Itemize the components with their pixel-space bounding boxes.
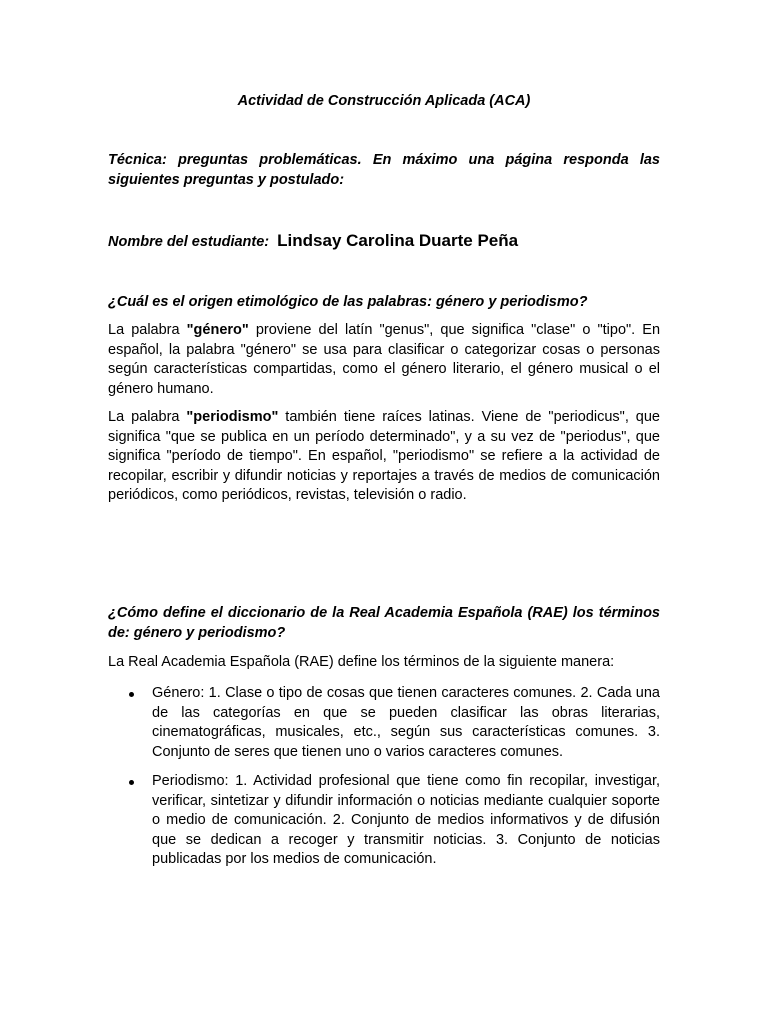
paragraph-text: La palabra <box>108 322 187 338</box>
paragraph-text: proviene del latín "genus", que significa "clase" o "tipo". En español, la palabra "género" se usa para clasificar o categorizar cosas o personas según características compartidas, como el género literario, el género musical o el género humano. <box>108 322 661 397</box>
keyword-periodismo: "periodismo" <box>186 409 279 425</box>
paragraph-text: también tiene raíces latinas. Viene de "periodicus", que significa "que se publica en un período determinado", y a su vez de "periodus", que significa "período de tiempo". En español, "periodismo" se refiere a la actividad de recopilar, escribir y difundir noticias y reportajes a través de medios de comunicación periódicos, como periódicos, revistas, televisión o radio. <box>108 409 660 503</box>
technique-instructions: Técnica: preguntas problemáticas. En máximo una página responda las siguientes preguntas y postulado: <box>108 152 660 188</box>
student-name-line <box>108 229 660 254</box>
answer-2-intro: La Real Academia Española (RAE) define los términos de la siguiente manera: <box>108 654 615 670</box>
question-1-heading: ¿Cuál es el origen etimológico de las palabras: género y periodismo? <box>108 294 588 310</box>
document-title: Actividad de Construcción Aplicada (ACA) <box>237 93 531 109</box>
paragraph-text: La palabra <box>108 409 187 425</box>
question-2-heading: ¿Cómo define el diccionario de la Real Academia Española (RAE) los términos de: género y periodismo? <box>108 605 660 641</box>
student-name: Lindsay Carolina Duarte Peña <box>277 231 519 250</box>
list-item-periodismo-definition: Periodismo: 1. Actividad profesional que tiene como fin recopilar, investigar, verificar, sintetizar y difundir información o noticias mediante cualquier soporte o medio de comunicación. 2. Conjunto de medios informativos y de difusión que se dedican a recoger y transmitir noticias. 3. Conjunto de noticias publicadas por los medios de comunicación. <box>108 772 660 870</box>
list-item-genero-definition: Género: 1. Clase o tipo de cosas que tienen caracteres comunes. 2. Cada una de las categorías en que se pueden clasificar las obras literarias, cinematográficas, musicales, etc., según sus características comunes. 3. Conjunto de seres que tienen uno o varios caracteres comunes. <box>108 684 660 762</box>
rae-definitions-list <box>108 684 660 880</box>
keyword-genero: "género" <box>186 322 249 338</box>
answer-1-paragraph-periodismo <box>108 408 660 506</box>
answer-1-paragraph-genero <box>108 321 660 399</box>
student-name-label: Nombre del estudiante: <box>108 234 270 250</box>
